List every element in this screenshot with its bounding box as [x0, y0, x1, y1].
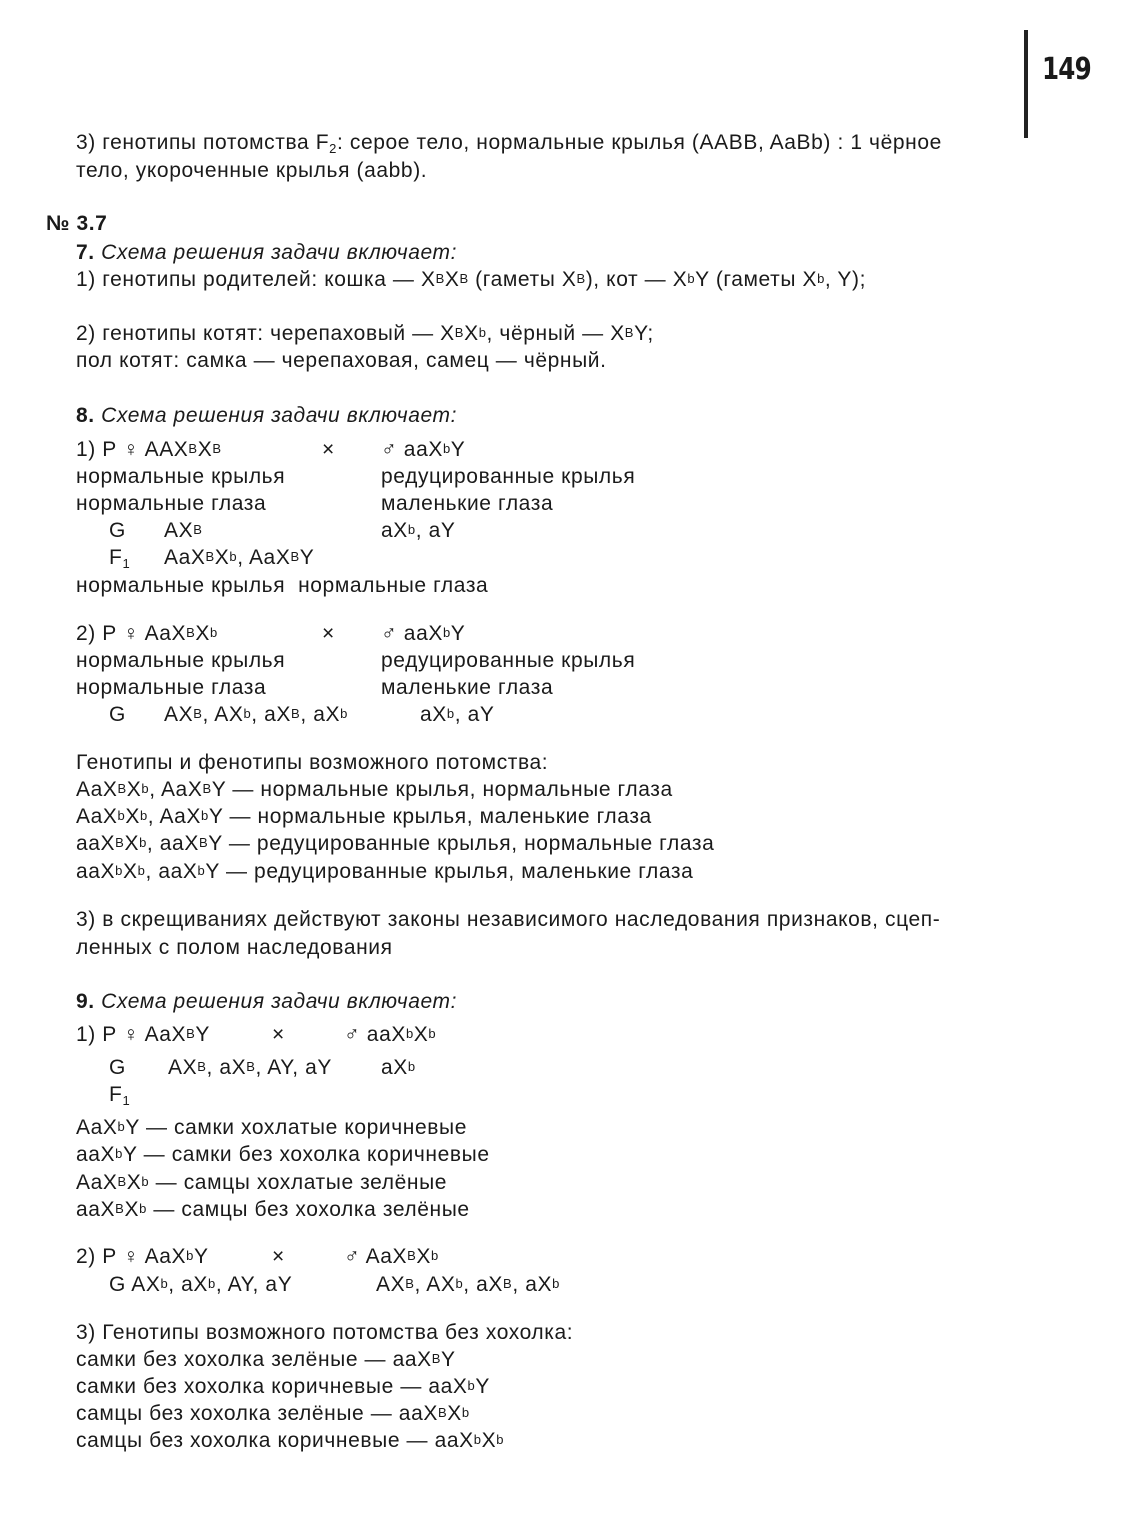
page-number: 149 — [1042, 52, 1091, 87]
text-line: $aaX^BX^b$, aaX$^B$Y — редуцированные крылья, нормальные глаза — [76, 832, 715, 855]
text-line: G — [109, 1056, 126, 1079]
text-line: 1) P ♀ AaX$^B$Y — [76, 1023, 210, 1046]
text-line: ♂ aaX$^b$Y — [381, 438, 466, 461]
text-line: G — [109, 703, 126, 726]
text-line: $F_1$ — [109, 546, 131, 571]
text-line: пол котят: самка — черепаховая, самец — чёрный. — [76, 349, 607, 372]
text-line: нормальные глаза — [76, 492, 267, 515]
text-line: № 3.7 — [46, 212, 108, 235]
text-line: 9. Схема решения задачи включает: — [76, 990, 458, 1013]
text-line: 8. Схема решения задачи включает: — [76, 404, 458, 427]
text-line: 2) генотипы котят: черепаховый — $X^BX^b$, чёрный — $X^BY$; — [76, 322, 654, 345]
text-line: $AaX^bX^b$, AaX$^b$Y — нормальные крылья, маленькие глаза — [76, 805, 652, 828]
margin-rule — [1024, 30, 1028, 138]
text-line: $AX^B$, $AX^b$, $aX^B$, $aX^b$ — [376, 1273, 560, 1296]
text-line: Генотипы и фенотипы возможного потомства: — [76, 751, 549, 774]
text-line: $aaX^BX^b$ — самцы без хохолка зелёные — [76, 1198, 470, 1221]
text-line: $AaX^BX^b$ — самцы хохлатые зелёные — [76, 1171, 448, 1194]
text-line: × — [272, 1023, 285, 1046]
text-line: самцы без хохолка зелёные — $aaX^BX^b$ — [76, 1402, 470, 1425]
text-line: 1) генотипы родителей: кошка — $X^BX^B$ (гаметы $X^B$), кот — $X^bY$ (гаметы $X^b$, Y); — [76, 268, 867, 291]
text-line: редуцированные крылья — [381, 465, 636, 488]
text-line: нормальные крылья — [76, 649, 286, 672]
text-line: ♂ $aaX^bX^b$ — [344, 1023, 437, 1046]
text-line: 1) P ♀ $AAX^BX^B$ — [76, 438, 222, 461]
text-line: 3) генотипы потомства $F_2$: серое тело, нормальные крылья (AABB, AaBb) : 1 чёрное — [76, 131, 942, 156]
text-line: $aX^b$, aY — [420, 703, 495, 726]
text-line: G $AX^b$, $aX^b$, AY, aY — [109, 1273, 293, 1296]
text-line: $aaX^bX^b$, aaX$^b$Y — редуцированные крылья, маленькие глаза — [76, 860, 694, 883]
text-line: $aX^b$ — [381, 1056, 416, 1079]
text-line: самки без хохолка коричневые — aaX$^b$Y — [76, 1375, 490, 1398]
text-line: ♂ $AaX^BX^b$ — [344, 1245, 439, 1268]
text-line: aaX$^b$Y — самки без хохолка коричневые — [76, 1143, 490, 1166]
text-line: нормальные крылья нормальные глаза — [76, 574, 489, 597]
text-line: редуцированные крылья — [381, 649, 636, 672]
text-line: 3) в скрещиваниях действуют законы независимого наследования признаков, сцеп- — [76, 908, 941, 931]
text-line: 3) Генотипы возможного потомства без хохолка: — [76, 1321, 574, 1344]
text-line: $F_1$ — [109, 1083, 131, 1108]
text-line: маленькие глаза — [381, 676, 554, 699]
text-line: 2) P ♀ AaX$^b$Y — [76, 1245, 209, 1268]
text-line: 2) P ♀ $AaX^BX^b$ — [76, 622, 218, 645]
text-line: нормальные крылья — [76, 465, 286, 488]
text-line: G — [109, 519, 126, 542]
text-line: × — [322, 438, 335, 461]
text-line: $AX^B$, $AX^b$, $aX^B$, $aX^b$ — [164, 703, 348, 726]
text-line: самки без хохолка зелёные — aaX$^B$Y — [76, 1348, 456, 1371]
text-line: самцы без хохолка коричневые — $aaX^bX^b$ — [76, 1429, 505, 1452]
text-line: ♂ aaX$^b$Y — [381, 622, 466, 645]
text-line: маленькие глаза — [381, 492, 554, 515]
text-line: × — [322, 622, 335, 645]
text-line: $AX^B$, $aX^B$, AY, aY — [168, 1056, 332, 1079]
text-line: тело, укороченные крылья (aabb). — [76, 159, 428, 182]
text-line: × — [272, 1245, 285, 1268]
text-line: $AaX^BX^b$, AaX$^B$Y — нормальные крылья, нормальные глаза — [76, 778, 673, 801]
text-line: ленных с полом наследования — [76, 936, 393, 959]
text-line: нормальные глаза — [76, 676, 267, 699]
text-line: $AaX^BX^b$, AaX$^B$Y — [164, 546, 315, 569]
text-line: AaX$^b$Y — самки хохлатые коричневые — [76, 1116, 467, 1139]
text-line: $AX^B$ — [164, 519, 203, 542]
text-line: $aX^b$, aY — [381, 519, 456, 542]
text-line: 7. Схема решения задачи включает: — [76, 241, 458, 264]
